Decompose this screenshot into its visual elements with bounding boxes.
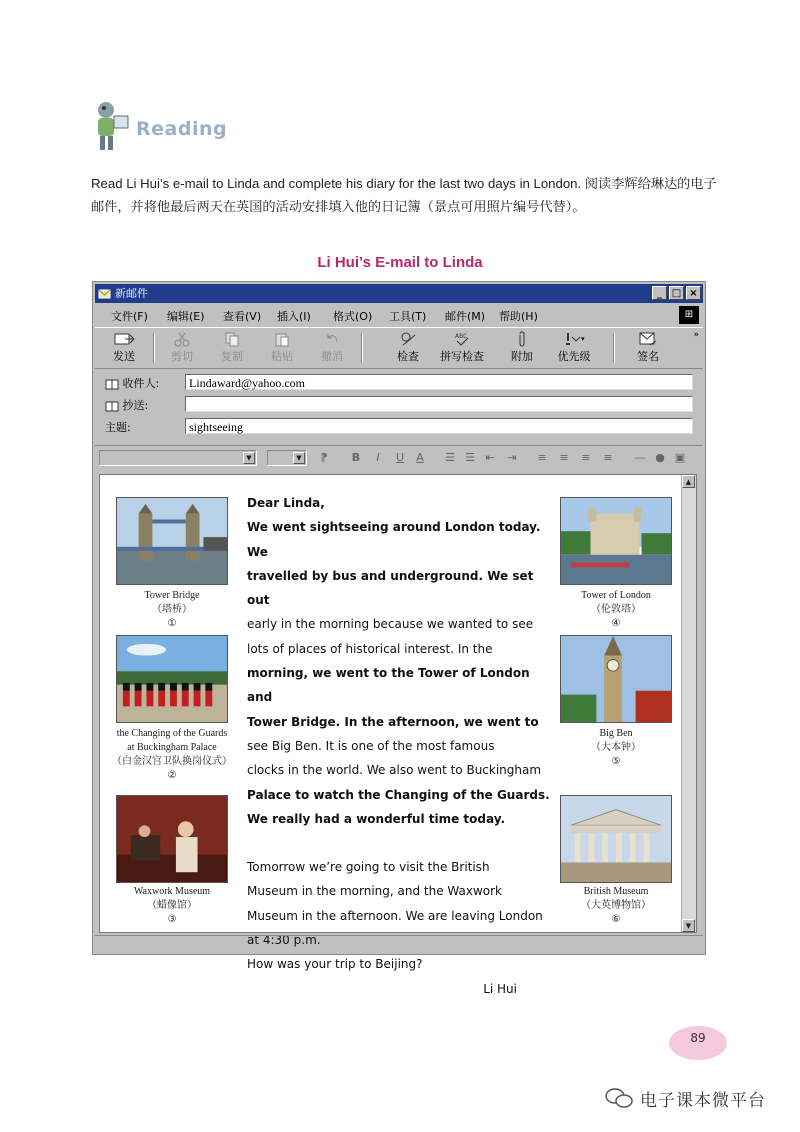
- letter-closing: How was your trip to Beijing?: [247, 957, 423, 972]
- priority-button[interactable]: ▾ 优先级: [551, 331, 597, 365]
- menu-file[interactable]: 文件(F): [111, 310, 148, 323]
- letter-line: Tower Bridge. In the afternoon, we went to: [247, 714, 539, 729]
- letter-line: early in the morning because we wanted to see: [247, 617, 534, 632]
- letter-line: Museum in the afternoon. We are leaving London: [247, 908, 543, 923]
- message-body[interactable]: [99, 474, 697, 996]
- letter-line: lots of places of historical interest. In the: [247, 641, 493, 656]
- font-color-button[interactable]: A: [416, 451, 424, 464]
- letter-line: Tomorrow we’re going to visit the British: [247, 860, 490, 875]
- changing-guards-photo: [116, 635, 228, 723]
- photo-caption-6: British Museum （大英博物馆） ⑥: [581, 886, 651, 925]
- wechat-logo-icon: [604, 1086, 634, 1110]
- toolbar-overflow-icon[interactable]: »: [693, 330, 699, 340]
- attach-button[interactable]: 附加: [499, 331, 545, 365]
- letter-line: clocks in the world. We also went to Buckingham: [247, 763, 542, 778]
- letter-text: [247, 491, 557, 1001]
- menu-insert[interactable]: 插入(I): [277, 310, 311, 323]
- letter-line: see Big Ben. It is one of the most famous: [247, 738, 495, 753]
- menu-edit[interactable]: 编辑(E): [167, 310, 205, 323]
- align-center-icon[interactable]: ≡: [559, 451, 569, 464]
- signature-icon: [638, 331, 658, 347]
- align-right-icon[interactable]: ≡: [581, 451, 591, 464]
- letter-line: We really had a wonderful time today.: [247, 811, 506, 826]
- paste-button[interactable]: 粘贴: [259, 331, 305, 365]
- instruction-text: Read Li Hui’s e-mail to Linda and complete his diary for the last two days in London. 阅读李辉给琳达的电子邮件，并将他最后两天在英国的活动安排填入他的日记簿（景点可用照片编号代替）。: [91, 176, 717, 214]
- photo-caption-2: the Changing of the Guards at Buckingham Palace （白金汉宫卫队换岗仪式） ②: [112, 728, 232, 781]
- undo-button[interactable]: 撤消: [309, 331, 355, 365]
- email-heading: Li Hui’s E-mail to Linda: [317, 254, 483, 271]
- to-label: 收件人:: [105, 375, 159, 391]
- horizontal-line-icon[interactable]: —: [634, 451, 646, 464]
- copy-button[interactable]: 复制: [209, 331, 255, 365]
- menu-mail[interactable]: 邮件(M): [445, 310, 486, 323]
- photo-caption-4: Tower of London （伦敦塔） ④: [581, 590, 651, 629]
- british-museum-photo: [560, 795, 672, 883]
- scroll-down-button[interactable]: ▼: [682, 919, 695, 932]
- menu-format[interactable]: 格式(O): [333, 310, 373, 323]
- check-button[interactable]: 检查: [385, 331, 431, 365]
- letter-line: Museum in the morning, and the Waxwork: [247, 884, 502, 899]
- page-number: 89: [669, 1026, 727, 1060]
- close-button[interactable]: ×: [686, 286, 701, 300]
- letter-signature: Li Hui: [483, 981, 517, 996]
- watermark-text: 电子课本微平台: [640, 1091, 766, 1111]
- increase-indent-icon[interactable]: ⇥: [507, 451, 517, 464]
- align-left-icon[interactable]: ≡: [537, 451, 547, 464]
- address-fields: [95, 370, 703, 440]
- cut-button[interactable]: 剪切: [159, 331, 205, 365]
- title-bar: [95, 284, 703, 303]
- status-bar: [95, 935, 703, 952]
- send-icon: [113, 331, 135, 347]
- windows-logo-icon: ⊞: [679, 306, 699, 324]
- waxwork-museum-photo: [116, 795, 228, 883]
- paste-icon: [274, 331, 290, 347]
- format-toolbar: [95, 445, 703, 470]
- to-field[interactable]: Lindaward@yahoo.com: [185, 374, 693, 390]
- tower-bridge-photo: [116, 497, 228, 585]
- letter-line: Palace to watch the Changing of the Guards.: [247, 787, 550, 802]
- reader-mascot-icon: [88, 98, 134, 154]
- link-icon[interactable]: ●: [655, 451, 665, 464]
- bold-button[interactable]: B: [351, 451, 361, 464]
- letter-greeting: Dear Linda,: [247, 496, 325, 510]
- italic-button[interactable]: I: [376, 451, 380, 464]
- maximize-button[interactable]: □: [669, 286, 684, 300]
- cc-field[interactable]: [185, 396, 693, 412]
- font-select[interactable]: ▼: [99, 450, 257, 466]
- copy-icon: [224, 331, 240, 347]
- subject-field[interactable]: sightseeing: [185, 418, 693, 434]
- photo-caption-3: Waxwork Museum （蜡像馆） ③: [133, 886, 211, 925]
- section-header: [88, 98, 348, 154]
- menu-help[interactable]: 帮助(H): [499, 310, 538, 323]
- decrease-indent-icon[interactable]: ⇤: [485, 451, 495, 464]
- subject-label: 主题:: [105, 421, 131, 434]
- numbered-list-icon[interactable]: ☰: [445, 451, 455, 464]
- scroll-up-button[interactable]: ▲: [682, 475, 695, 488]
- section-title: Reading: [136, 118, 228, 140]
- letter-line: at 4:30 p.m.: [247, 933, 321, 948]
- priority-icon: [562, 331, 586, 347]
- letter-line: morning, we went to the Tower of London and: [247, 666, 530, 705]
- menu-bar: [95, 304, 703, 326]
- scissors-icon: [174, 331, 190, 347]
- justify-icon[interactable]: ≡: [603, 451, 613, 464]
- letter-line: We went sightseeing around London today. We: [247, 520, 541, 559]
- spell-check-icon: [452, 331, 472, 347]
- photo-caption-5: Big Ben （大本钟） ⑤: [591, 728, 641, 767]
- photo-caption-1: Tower Bridge （塔桥） ①: [144, 590, 200, 629]
- menu-tools[interactable]: 工具(T): [389, 310, 427, 323]
- check-names-icon: [399, 331, 417, 347]
- svg-text:▾: ▾: [581, 335, 585, 343]
- bullet-list-icon[interactable]: ☰: [465, 451, 475, 464]
- paragraph-style-icon[interactable]: ⁋: [320, 451, 328, 464]
- send-button[interactable]: 发送: [101, 331, 147, 365]
- new-mail-icon: [98, 287, 111, 300]
- big-ben-photo: [560, 635, 672, 723]
- spell-check-button[interactable]: ABC 拼写检查: [440, 333, 484, 363]
- underline-button[interactable]: U: [395, 451, 405, 464]
- minimize-button[interactable]: _: [652, 286, 667, 300]
- paperclip-icon: [515, 331, 529, 347]
- insert-picture-icon[interactable]: ▣: [674, 451, 686, 464]
- email-window: [92, 281, 706, 996]
- tower-of-london-photo: [560, 497, 672, 585]
- svg-text:ABC: ABC: [455, 333, 468, 340]
- cc-label: 抄送:: [105, 397, 148, 413]
- letter-line: travelled by bus and underground. We set out: [247, 568, 534, 608]
- window-title: 新邮件: [115, 287, 148, 300]
- font-size-select[interactable]: ▼: [267, 450, 307, 466]
- address-book-icon: [105, 379, 119, 390]
- vertical-scrollbar[interactable]: [681, 475, 696, 932]
- toolbar: [95, 327, 703, 369]
- menu-view[interactable]: 查看(V): [223, 310, 262, 323]
- undo-icon: [324, 331, 340, 347]
- signature-button[interactable]: 签名: [625, 331, 671, 365]
- address-book-icon: [105, 401, 119, 412]
